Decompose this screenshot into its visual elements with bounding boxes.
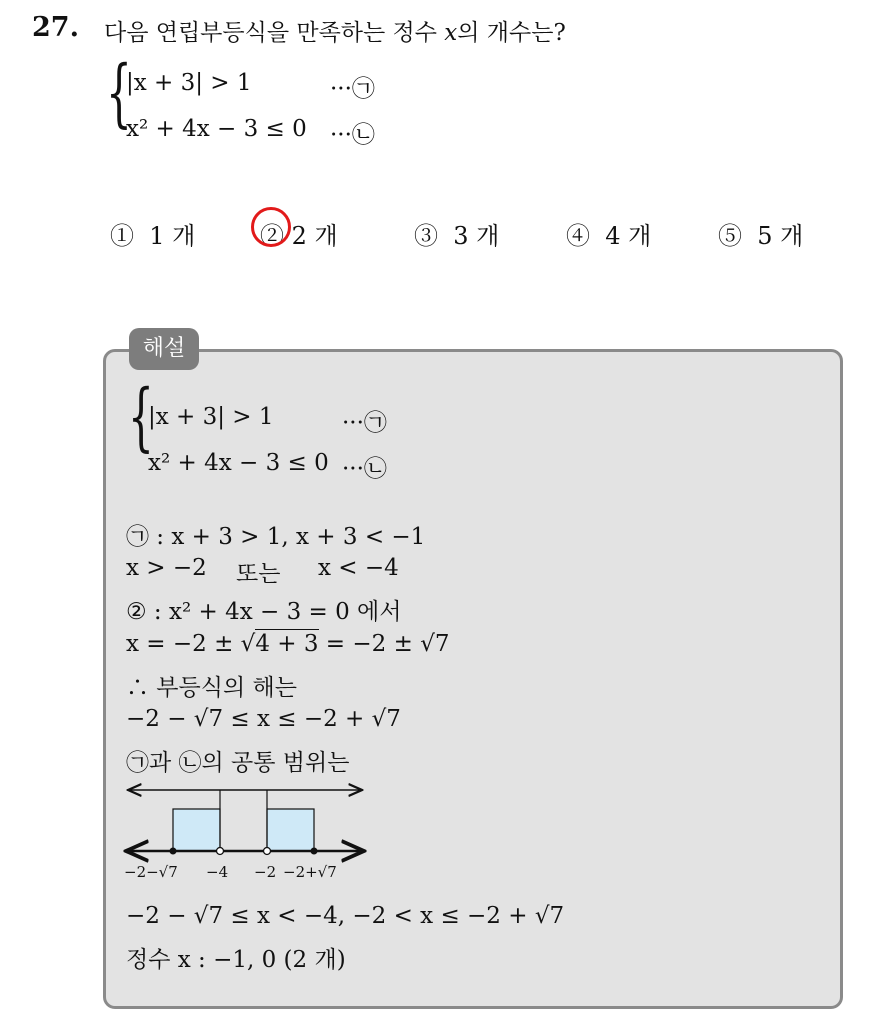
solution-inequality-1: |x + 3| > 1 [148, 404, 274, 430]
label-neg2: −2 [254, 863, 277, 881]
point-neg4 [217, 848, 224, 855]
number-line-diagram [120, 776, 380, 890]
solution-line-2c: x < −4 [318, 555, 399, 581]
label-neg2-minus-sqrt7: −2−√7 [124, 863, 178, 881]
solution-line-1: ㉠ : x + 3 > 1, x + 3 < −1 [126, 524, 426, 550]
solution-line-4: x = −2 ± √4 + 3 = −2 ± √7 [126, 631, 450, 657]
choice-5[interactable]: ⑤ 5 개 [718, 222, 804, 250]
solution-inequality-2-tag: ···㉡ [342, 456, 387, 482]
range-box-right [267, 809, 314, 851]
solution-line-7: ㉠과 ㉡의 공통 범위는 [126, 750, 350, 776]
inequality-2: x² + 4x − 3 ≤ 0 [126, 116, 307, 142]
point-neg2-plus-sqrt7 [311, 848, 318, 855]
choice-4[interactable]: ④ 4 개 [566, 222, 652, 250]
point-neg2 [264, 848, 271, 855]
solution-tag: 해설 [129, 328, 199, 370]
point-neg2-minus-sqrt7 [170, 848, 177, 855]
system-brace: { [106, 50, 132, 136]
solution-inequality-2: x² + 4x − 3 ≤ 0 [148, 450, 329, 476]
choice-1[interactable]: ① 1 개 [110, 222, 196, 250]
choice-2[interactable]: ② 2 개 [260, 222, 338, 250]
solution-inequality-1-tag: ···㉠ [342, 410, 387, 436]
question-number: 27. [32, 12, 79, 43]
question-text: 다음 연립부등식을 만족하는 정수 x의 개수는? [104, 20, 566, 46]
solution-line-2a: x > −2 [126, 555, 207, 581]
inequality-1-tag: ···㉠ [330, 76, 375, 102]
solution-line-9: 정수 x : −1, 0 (2 개) [126, 947, 346, 973]
label-neg2-plus-sqrt7: −2+√7 [283, 863, 337, 881]
inequality-2-tag: ···㉡ [330, 122, 375, 148]
range-box-left [173, 809, 220, 851]
solution-line-6: −2 − √7 ≤ x ≤ −2 + √7 [126, 706, 401, 732]
choice-3[interactable]: ③ 3 개 [414, 222, 500, 250]
selected-answer-circle [251, 207, 291, 247]
inequality-1: |x + 3| > 1 [126, 70, 252, 96]
solution-line-2b: 또는 [236, 561, 281, 587]
solution-line-8: −2 − √7 ≤ x < −4, −2 < x ≤ −2 + √7 [126, 903, 565, 929]
solution-system-brace: { [128, 374, 154, 460]
label-neg4: −4 [206, 863, 229, 881]
solution-line-3: ② : x² + 4x − 3 = 0 에서 [126, 599, 402, 625]
solution-line-5: ∴ 부등식의 해는 [126, 675, 297, 701]
